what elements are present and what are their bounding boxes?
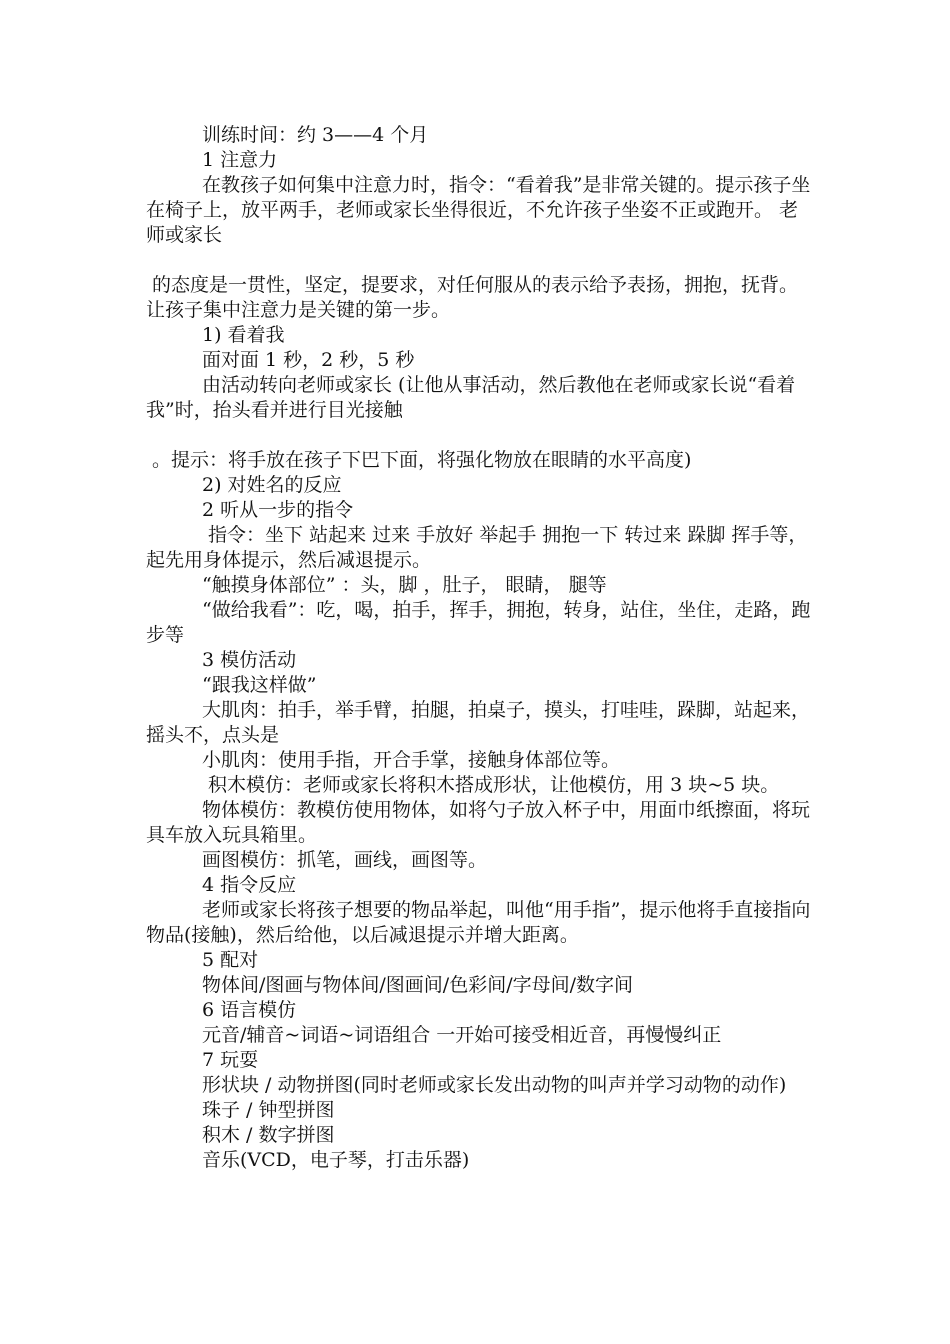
paragraph-matching-items: 物体间/图画与物体间/图画间/色彩间/字母间/数字间	[202, 974, 634, 996]
paragraph-drawing-imitation: 画图模仿：抓笔，画线，画图等。	[202, 849, 488, 871]
paragraph-attention-intro: 在教孩子如何集中注意力时，指令：“看着我”是非常关键的。提示孩子坐在椅子上，放平两手，老师或家长坐得很近，不允许孩子坐姿不正或跑开。 老师或家长	[146, 174, 811, 246]
blank-line	[146, 423, 816, 448]
paragraph-blocks: 积木 / 数字拼图	[202, 1124, 335, 1146]
paragraph-touch-body: “触摸身体部位” ：头，脚 ，肚子， 眼睛， 腿等	[202, 574, 607, 596]
section-heading-matching: 5 配对	[202, 949, 259, 971]
training-time: 训练时间：约 3——4 个月	[202, 124, 429, 146]
subheading-name-response: 2) 对姓名的反应	[202, 474, 342, 496]
section-heading-play: 7 玩耍	[202, 1049, 259, 1071]
paragraph-face-to-face: 面对面 1 秒，2 秒，5 秒	[202, 349, 415, 371]
section-heading-attention: 1 注意力	[202, 149, 278, 171]
paragraph-do-like-me: “跟我这样做”	[202, 674, 317, 696]
subheading-look-at-me: 1) 看着我	[202, 324, 285, 346]
paragraph-music: 音乐(VCD，电子琴，打击乐器)	[202, 1149, 470, 1171]
paragraph-commands: 指令：坐下 站起来 过来 手放好 举起手 拥抱一下 转过来 跺脚 挥手等，起先用身体提示，然后减退提示。	[146, 524, 808, 571]
section-heading-imitation: 3 模仿活动	[202, 649, 297, 671]
paragraph-pointing: 老师或家长将孩子想要的物品举起，叫他“用手指”，提示他将手直接指向物品(接触)，然后给他，以后减退提示并增大距离。	[146, 899, 811, 946]
document-body	[146, 123, 816, 1173]
paragraph-gross-motor: 大肌肉：拍手，举手臂，拍腿，拍桌子，摸头，打哇哇，跺脚，站起来，摇头不，点头是	[146, 699, 811, 746]
paragraph-prompt: 。提示：将手放在孩子下巴下面，将强化物放在眼睛的水平高度)	[146, 449, 692, 471]
paragraph-object-imitation: 物体模仿：教模仿使用物体，如将勺子放入杯子中，用面巾纸擦面，将玩具车放入玩具箱里。	[146, 799, 811, 846]
paragraph-show-me: “做给我看”：吃，喝，拍手，挥手，拥抱，转身，站住，坐住，走路，跑步等	[146, 599, 811, 646]
blank-line	[146, 248, 816, 273]
paragraph-attitude: 的态度是一贯性，坚定，提要求，对任何服从的表示给予表扬，拥抱，抚背。让孩子集中注意力是关键的第一步。	[146, 274, 799, 321]
paragraph-block-imitation: 积木模仿：老师或家长将积木搭成形状，让他模仿，用 3 块~5 块。	[202, 774, 780, 796]
section-heading-command-response: 4 指令反应	[202, 874, 297, 896]
section-heading-one-step: 2 听从一步的指令	[202, 499, 354, 521]
section-heading-language: 6 语言模仿	[202, 999, 297, 1021]
paragraph-beads: 珠子 / 钟型拼图	[202, 1099, 335, 1121]
paragraph-shape-puzzle: 形状块 / 动物拼图(同时老师或家长发出动物的叫声并学习动物的动作)	[202, 1074, 787, 1096]
paragraph-turn-to-teacher: 由活动转向老师或家长 (让他从事活动，然后教他在老师或家长说“看着我”时，抬头看并进行目光接触	[146, 374, 796, 421]
paragraph-fine-motor: 小肌肉：使用手指，开合手掌，接触身体部位等。	[202, 749, 621, 771]
paragraph-language-items: 元音/辅音~词语~词语组合 一开始可接受相近音，再慢慢纠正	[202, 1024, 722, 1046]
